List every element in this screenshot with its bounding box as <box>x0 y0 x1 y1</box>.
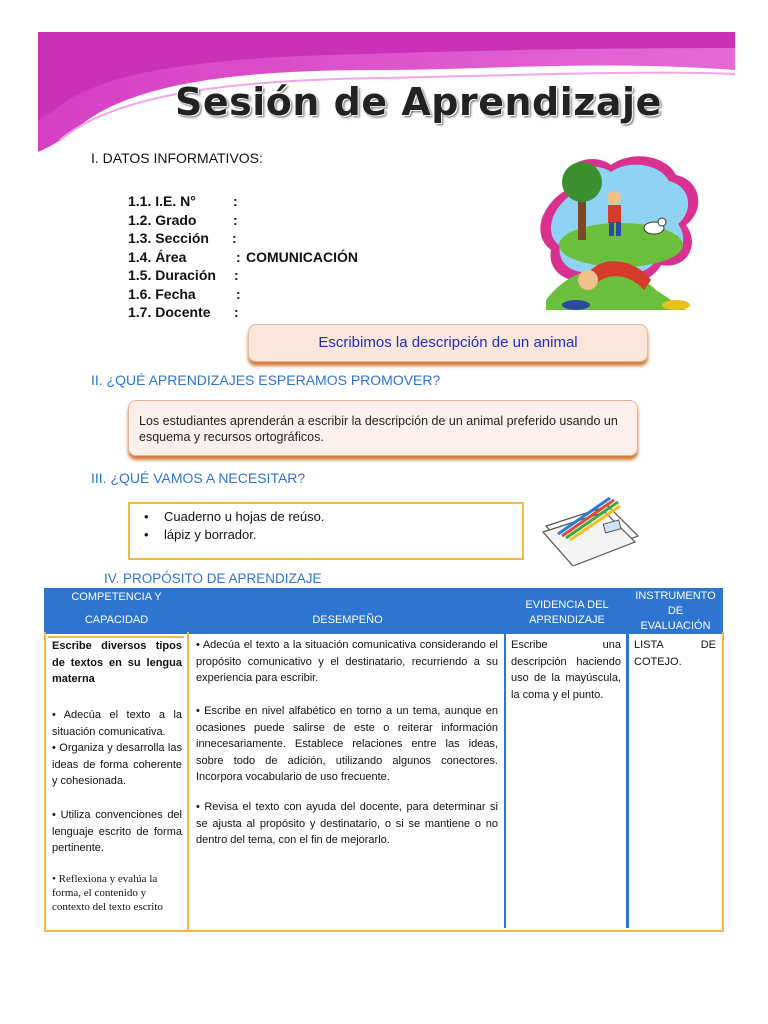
info-label: 1.4. Área <box>128 248 187 265</box>
section-3-heading: III. ¿QUÉ VAMOS A NECESITAR? <box>91 470 306 486</box>
column-divider <box>187 632 189 932</box>
info-label: 1.2. Grado <box>128 211 197 228</box>
header-competencia-line2: CAPACIDAD <box>84 614 149 626</box>
list-item: • Cuaderno u hojas de reúso. <box>144 508 324 526</box>
info-label: 1.3. Sección <box>128 230 209 246</box>
header-desempeno <box>189 588 506 632</box>
header-competencia-line1: COMPETENCIA Y <box>71 591 162 603</box>
table-border <box>44 930 724 932</box>
info-label: 1.7. Docente <box>128 304 211 320</box>
header-instrumento <box>628 588 723 632</box>
list-item: • lápiz y borrador. <box>144 526 324 544</box>
table-border <box>722 632 724 932</box>
header-evidencia-label: EVIDENCIA DEL APRENDIZAJE <box>525 599 609 626</box>
info-value: COMUNICACIÓN <box>246 248 358 265</box>
materials-box <box>128 502 524 560</box>
desempeno-item: • Adecúa el texto a la situación comunicativa considerando el propósito comunicativo y el destinatario, recurriendo a su experiencia para escribir. <box>196 639 498 684</box>
school-supplies-illustration <box>538 486 646 566</box>
evidencia-text: Escribe una descripción haciendo uso de la mayúscula, la coma y el punto. <box>511 639 621 701</box>
section-2-heading: II. ¿QUÉ APRENDIZAJES ESPERAMOS PROMOVER? <box>91 372 441 388</box>
children-playing-illustration <box>536 150 706 320</box>
capacidad-item: • Reflexiona y evalúa la forma, el contenido y contexto del texto escrito <box>52 873 163 913</box>
header-divider <box>44 632 724 634</box>
capacidad-item: • Adecúa el texto a la situación comunicativa. <box>52 709 182 738</box>
desempeno-item: • Escribe en nivel alfabético en torno a un tema, aunque en ocasiones puede salirse de este o reiterar información innecesariamente. Establece relaciones entre las ideas, sobre todo de adición, utilizando algunos conectores. Incorpora vocabulario de uso frecuente. <box>196 705 498 783</box>
capacidad-item: • Utiliza convenciones del lenguaje escrito de forma pertinente. <box>52 809 182 854</box>
column-divider <box>626 632 629 928</box>
competencia-title: Escribe diversos tipos de textos en su lengua materna <box>52 640 182 685</box>
header-competencia <box>44 588 189 632</box>
desempeno-item: • Revisa el texto con ayuda del docente, para determinar si se ajusta al propósito y destinatario, o si se mantiene o no dentro del tema, con el fin de mejorarlo. <box>196 801 498 846</box>
capacidad-item: • Organiza y desarrolla las ideas de forma coherente y cohesionada. <box>52 742 182 787</box>
table-border <box>44 632 46 932</box>
session-title: Escribimos la descripción de un animal <box>318 334 578 351</box>
info-label: 1.5. Duración <box>128 267 216 283</box>
header-evidencia <box>506 588 628 632</box>
instrumento-text: LISTA DE COTEJO. <box>634 639 716 668</box>
learning-objective-text: Los estudiantes aprenderán a escribir la descripción de un animal preferido usando un esquema y recursos ortográficos. <box>139 414 618 444</box>
page-title: Sesión de Aprendizaje <box>175 80 662 124</box>
materials-list <box>144 508 324 544</box>
learning-objective-box <box>128 400 638 456</box>
section-1-heading: I. DATOS INFORMATIVOS: <box>91 150 263 166</box>
session-title-box <box>248 324 648 362</box>
column-divider <box>504 632 506 928</box>
info-label: 1.1. I.E. N° <box>128 193 196 209</box>
header-desempeno-label: DESEMPEÑO <box>312 614 383 626</box>
purpose-table <box>44 588 724 932</box>
section-4-heading: IV. PROPÓSITO DE APRENDIZAJE <box>104 571 322 586</box>
header-instrumento-label: INSTRUMENTO DE EVALUACIÓN <box>635 590 716 632</box>
info-label: 1.6. Fecha <box>128 285 196 302</box>
